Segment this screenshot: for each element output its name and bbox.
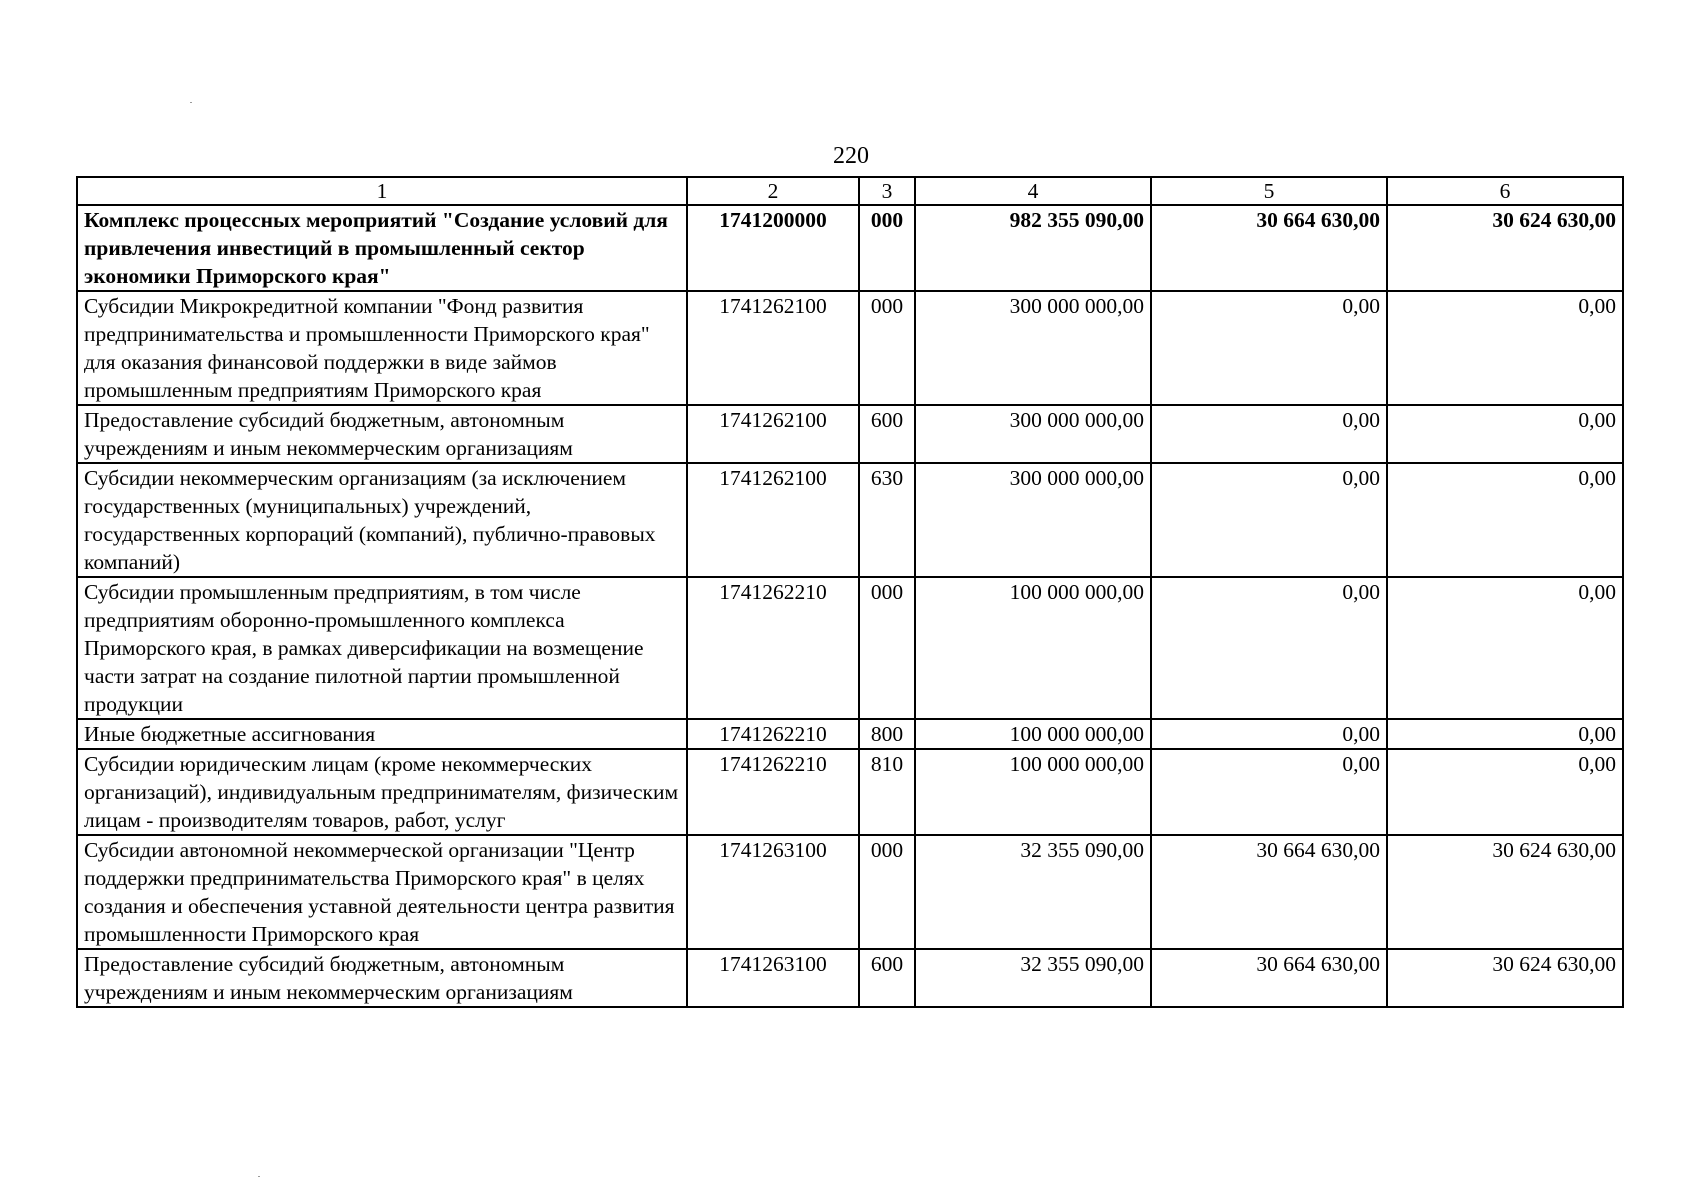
- table-row: [77, 577, 1623, 719]
- budget-table: [76, 176, 1624, 1008]
- row-expense-type: 000: [859, 205, 915, 291]
- row-name: Предоставление субсидий бюджетным, автономным учреждениям и иным некоммерческим организациям: [77, 405, 687, 463]
- page-number: [0, 142, 1698, 170]
- row-amount-col6: 0,00: [1387, 463, 1623, 577]
- table-row: [77, 291, 1623, 405]
- row-expense-type: 600: [859, 949, 915, 1007]
- table-row-program-complex: [77, 205, 1623, 291]
- row-amount-col6: 30 624 630,00: [1387, 835, 1623, 949]
- row-target-code: 1741262100: [687, 463, 859, 577]
- row-expense-type: 000: [859, 291, 915, 405]
- row-target-code: 1741262210: [687, 577, 859, 719]
- row-amount-col4: 100 000 000,00: [915, 719, 1151, 749]
- row-amount-col4: 300 000 000,00: [915, 463, 1151, 577]
- row-amount-col6: 0,00: [1387, 577, 1623, 719]
- row-amount-col4: 32 355 090,00: [915, 835, 1151, 949]
- row-target-code: 1741263100: [687, 949, 859, 1007]
- column-number-3: 3: [859, 177, 915, 205]
- row-amount-col4: 100 000 000,00: [915, 577, 1151, 719]
- row-amount-col6: 30 624 630,00: [1387, 205, 1623, 291]
- row-amount-col6: 0,00: [1387, 405, 1623, 463]
- row-name: Субсидии юридическим лицам (кроме некоммерческих организаций), индивидуальным предпринимателям, физическим лицам - производителям товаров, работ, услуг: [77, 749, 687, 835]
- column-number-1: 1: [77, 177, 687, 205]
- row-expense-type: 810: [859, 749, 915, 835]
- row-amount-col6: 0,00: [1387, 749, 1623, 835]
- row-amount-col5: 0,00: [1151, 463, 1387, 577]
- row-amount-col5: 30 664 630,00: [1151, 949, 1387, 1007]
- table-row: [77, 949, 1623, 1007]
- row-name: Комплекс процессных мероприятий "Создание условий для привлечения инвестиций в промышленный сектор экономики Приморского края": [77, 205, 687, 291]
- row-amount-col4: 300 000 000,00: [915, 291, 1151, 405]
- row-amount-col4: 300 000 000,00: [915, 405, 1151, 463]
- row-name: Субсидии промышленным предприятиям, в том числе предприятиям оборонно-промышленного комплекса Приморского края, в рамках диверсификации на возмещение части затрат на создание пилотной партии промышленной продукции: [77, 577, 687, 719]
- table-row: [77, 749, 1623, 835]
- row-name: Предоставление субсидий бюджетным, автономным учреждениям и иным некоммерческим организациям: [77, 949, 687, 1007]
- row-amount-col5: 0,00: [1151, 719, 1387, 749]
- row-amount-col5: 0,00: [1151, 291, 1387, 405]
- row-name: Субсидии Микрокредитной компании "Фонд развития предпринимательства и промышленности Приморского края" для оказания финансовой поддержки в виде займов промышленным предприятиям Приморского края: [77, 291, 687, 405]
- row-target-code: 1741200000: [687, 205, 859, 291]
- row-amount-col5: 0,00: [1151, 749, 1387, 835]
- row-expense-type: 000: [859, 835, 915, 949]
- row-expense-type: 000: [859, 577, 915, 719]
- row-name: Субсидии автономной некоммерческой организации "Центр поддержки предпринимательства Приморского края" в целях создания и обеспечения уставной деятельности центра развития промышленности Приморского края: [77, 835, 687, 949]
- column-number-row: [77, 177, 1623, 205]
- row-amount-col5: 0,00: [1151, 405, 1387, 463]
- row-expense-type: 630: [859, 463, 915, 577]
- row-amount-col5: 0,00: [1151, 577, 1387, 719]
- table-row: [77, 719, 1623, 749]
- table-row: [77, 463, 1623, 577]
- row-target-code: 1741262210: [687, 719, 859, 749]
- column-number-4: 4: [915, 177, 1151, 205]
- row-amount-col4: 982 355 090,00: [915, 205, 1151, 291]
- row-amount-col5: 30 664 630,00: [1151, 835, 1387, 949]
- page-number-text: 220: [833, 143, 869, 169]
- row-amount-col4: 32 355 090,00: [915, 949, 1151, 1007]
- row-expense-type: 600: [859, 405, 915, 463]
- row-target-code: 1741263100: [687, 835, 859, 949]
- column-number-6: 6: [1387, 177, 1623, 205]
- scan-speck: [190, 102, 192, 103]
- row-amount-col6: 0,00: [1387, 291, 1623, 405]
- row-target-code: 1741262100: [687, 405, 859, 463]
- table-row: [77, 835, 1623, 949]
- column-number-2: 2: [687, 177, 859, 205]
- row-amount-col5: 30 664 630,00: [1151, 205, 1387, 291]
- row-target-code: 1741262210: [687, 749, 859, 835]
- row-target-code: 1741262100: [687, 291, 859, 405]
- table-row: [77, 405, 1623, 463]
- scan-speck: [258, 1176, 260, 1177]
- row-name: Иные бюджетные ассигнования: [77, 719, 687, 749]
- row-amount-col6: 0,00: [1387, 719, 1623, 749]
- row-amount-col4: 100 000 000,00: [915, 749, 1151, 835]
- row-name: Субсидии некоммерческим организациям (за исключением государственных (муниципальных) учреждений, государственных корпораций (компаний), публично-правовых компаний): [77, 463, 687, 577]
- row-amount-col6: 30 624 630,00: [1387, 949, 1623, 1007]
- column-number-5: 5: [1151, 177, 1387, 205]
- row-expense-type: 800: [859, 719, 915, 749]
